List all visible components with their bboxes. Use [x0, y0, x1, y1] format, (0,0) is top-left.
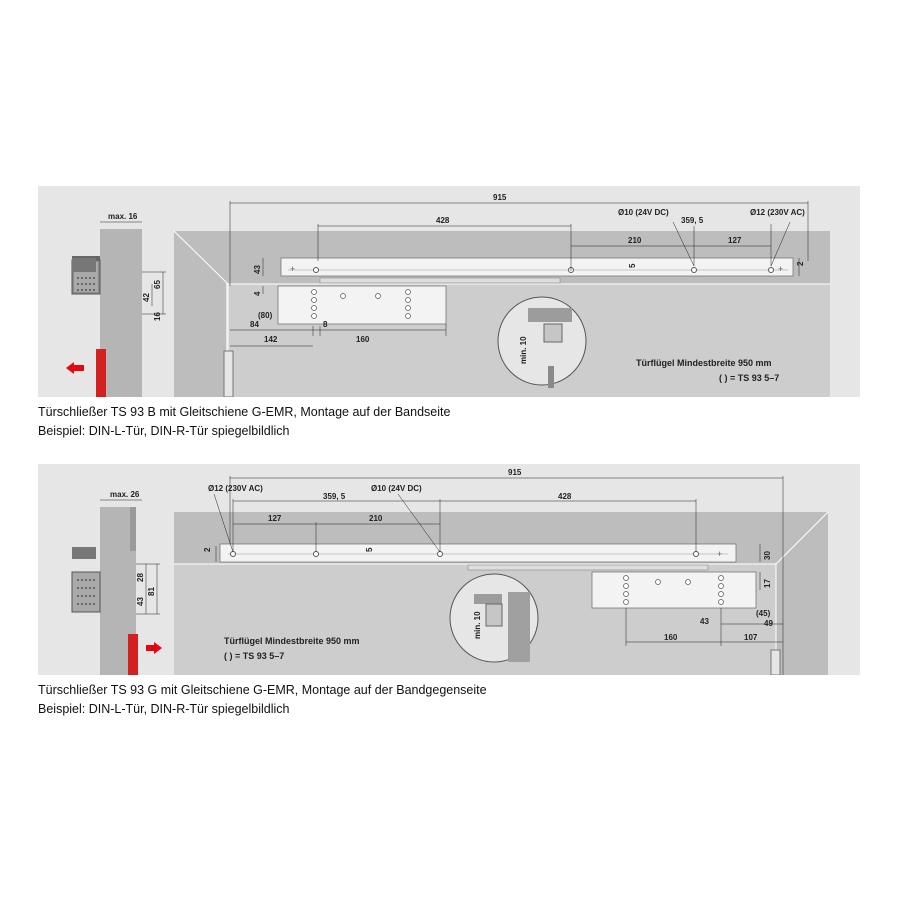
slide-rail	[220, 544, 736, 562]
dim-43b: 43	[700, 617, 709, 626]
detail-frame	[474, 594, 502, 604]
diagram-panel-bandgegenseite	[38, 464, 860, 675]
dim-43: 43	[136, 597, 145, 606]
dim-45: (45)	[756, 609, 771, 618]
dim-17: 17	[763, 579, 772, 588]
caption-ts93g-example: Beispiel: DIN-L-Tür, DIN-R-Tür spiegelbildlich	[38, 702, 290, 716]
note-model: ( ) = TS 93 5–7	[224, 651, 285, 661]
svg-text:+: +	[778, 264, 784, 274]
detail-closer	[486, 604, 502, 626]
dim-80: (80)	[258, 311, 273, 320]
red-door-leaf	[96, 349, 106, 397]
note-min-width: Türflügel Mindestbreite 950 mm	[636, 358, 772, 368]
hinge	[224, 351, 233, 397]
svg-text:+: +	[290, 264, 296, 274]
slide-rail-side	[72, 258, 96, 272]
side-wall	[100, 229, 142, 397]
dim-127: 127	[268, 514, 282, 523]
detail-leaf	[548, 366, 554, 388]
arrow-left-icon	[66, 362, 84, 374]
dim-42: 42	[142, 293, 151, 302]
note-min-width: Türflügel Mindestbreite 950 mm	[224, 636, 360, 646]
dim-160: 160	[356, 335, 370, 344]
caption-ts93b	[38, 403, 450, 441]
svg-text:+: +	[717, 549, 723, 559]
dim-min10: min. 10	[519, 336, 528, 364]
slide-rail-side	[72, 547, 96, 559]
dim-o12: Ø12 (230V AC)	[750, 208, 805, 217]
dim-43: 43	[253, 265, 262, 274]
dim-5: 5	[365, 547, 374, 552]
dim-30: 30	[763, 551, 772, 560]
dim-16: 16	[153, 312, 162, 321]
closer-side-body	[72, 572, 100, 612]
slide-rail	[281, 258, 793, 276]
hinge	[771, 650, 780, 675]
drawing-ts93b	[38, 186, 860, 397]
closer-body-front	[278, 286, 446, 324]
red-door-leaf	[128, 634, 138, 675]
dim-359: 359, 5	[323, 492, 346, 501]
closer-body-front	[592, 572, 756, 608]
dim-2: 2	[796, 261, 805, 266]
dim-210: 210	[369, 514, 383, 523]
detail-leaf	[508, 592, 530, 662]
drawing-ts93g	[38, 464, 860, 675]
dim-o10: Ø10 (24V DC)	[618, 208, 669, 217]
dim-210: 210	[628, 236, 642, 245]
dim-4: 4	[253, 291, 262, 296]
dim-915: 915	[493, 193, 507, 202]
dim-160: 160	[664, 633, 678, 642]
dim-915: 915	[508, 468, 522, 477]
dim-8: 8	[323, 320, 328, 329]
caption-ts93g-title: Türschließer TS 93 G mit Gleitschiene G-EMR, Montage auf der Bandgegenseite	[38, 683, 487, 697]
detail-closer	[544, 324, 562, 342]
dim-107: 107	[744, 633, 758, 642]
dim-359: 359, 5	[681, 216, 704, 225]
dim-o10: Ø10 (24V DC)	[371, 484, 422, 493]
arrow-right-icon	[146, 642, 162, 654]
diagram-panel-bandseite	[38, 186, 860, 397]
detail-frame	[528, 308, 572, 322]
dim-428: 428	[558, 492, 572, 501]
arm	[468, 565, 708, 570]
caption-ts93g	[38, 681, 487, 719]
dim-84: 84	[250, 320, 259, 329]
caption-ts93b-example: Beispiel: DIN-L-Tür, DIN-R-Tür spiegelbildlich	[38, 424, 290, 438]
dim-81: 81	[147, 587, 156, 596]
dim-max26: max. 26	[110, 490, 140, 499]
dim-max16: max. 16	[108, 212, 138, 221]
caption-ts93b-title: Türschließer TS 93 B mit Gleitschiene G-EMR, Montage auf der Bandseite	[38, 405, 451, 419]
side-frame-step	[130, 507, 136, 551]
dim-127: 127	[728, 236, 742, 245]
dim-65: 65	[153, 280, 162, 289]
dim-49: 49	[764, 619, 773, 628]
dim-28: 28	[136, 573, 145, 582]
dim-min10: min. 10	[473, 611, 482, 639]
frame-jamb	[776, 512, 828, 675]
dim-428: 428	[436, 216, 450, 225]
dim-5: 5	[628, 263, 637, 268]
dim-2: 2	[203, 547, 212, 552]
dim-142: 142	[264, 335, 278, 344]
arm	[320, 278, 560, 283]
dim-o12: Ø12 (230V AC)	[208, 484, 263, 493]
note-model: ( ) = TS 93 5–7	[719, 373, 780, 383]
